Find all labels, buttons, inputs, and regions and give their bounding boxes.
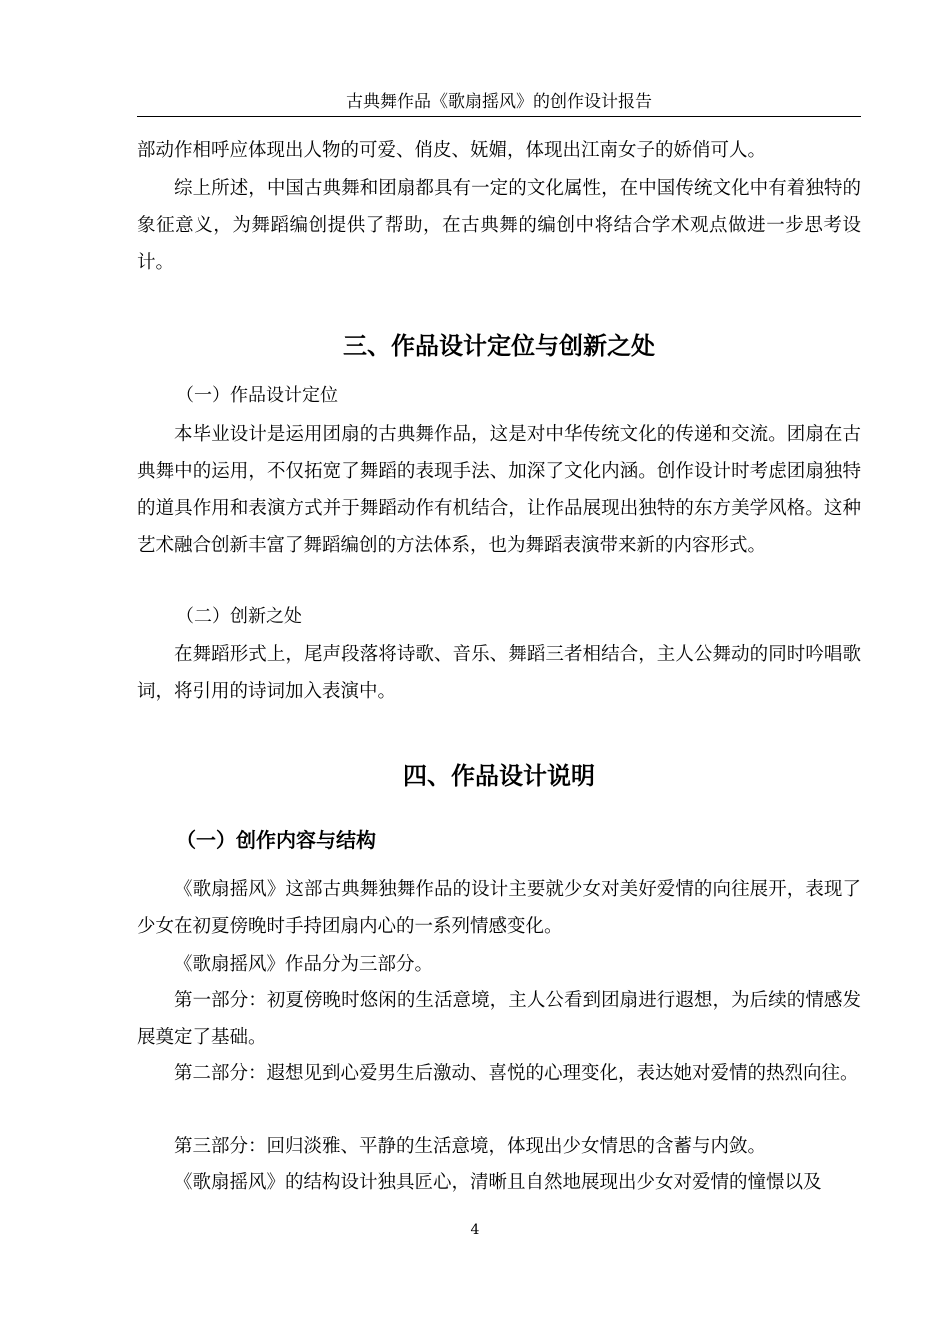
paragraph-5: 《歌扇摇风》这部古典舞独舞作品的设计主要就少女对美好爱情的向往展开，表现了少女在初夏傍晚时手持团扇内心的一系列情感变化。 bbox=[137, 879, 861, 937]
paragraph-9: 第三部分：回归淡雅、平静的生活意境，体现出少女情思的含蓄与内敛。 bbox=[174, 1136, 767, 1157]
paragraph-3: 本毕业设计是运用团扇的古典舞作品，这是对中华传统文化的传递和交流。团扇在古典舞中的运用，不仅拓宽了舞蹈的表现手法、加深了文化内涵。创作设计时考虑团扇独特的道具作用和表演方式并于舞蹈动作有机结合，让作品展现出独特的东方美学风格。这种艺术融合创新丰富了舞蹈编创的方法体系，也为舞蹈表演带来新的内容形式。 bbox=[137, 424, 861, 556]
paragraph-10: 《歌扇摇风》的结构设计独具匠心，清晰且自然地展现出少女对爱情的憧憬以及 bbox=[174, 1172, 822, 1193]
paragraph-8: 第二部分：遐想见到心爱男生后激动、喜悦的心理变化，表达她对爱情的热烈向往。 bbox=[174, 1063, 859, 1084]
paragraph-4: 在舞蹈形式上，尾声段落将诗歌、音乐、舞蹈三者相结合，主人公舞动的同时吟唱歌词，将引用的诗词加入表演中。 bbox=[137, 644, 861, 702]
paragraph-1: 部动作相呼应体现出人物的可爱、俏皮、妩媚，体现出江南女子的娇俏可人。 bbox=[137, 140, 767, 161]
running-header bbox=[137, 88, 861, 117]
paragraph-6: 《歌扇摇风》作品分为三部分。 bbox=[174, 954, 434, 975]
section-3-title: 三、作品设计定位与创新之处 bbox=[343, 332, 655, 360]
paragraph-2: 综上所述，中国古典舞和团扇都具有一定的文化属性，在中国传统文化中有着独特的象征意义，为舞蹈编创提供了帮助，在古典舞的编创中将结合学术观点做进一步思考设计。 bbox=[137, 178, 861, 273]
header-title: 古典舞作品《歌扇摇风》的创作设计报告 bbox=[346, 92, 652, 112]
page-number: 4 bbox=[470, 1222, 480, 1238]
subsection-1-title: （一）作品设计定位 bbox=[176, 385, 338, 406]
section-4-title: 四、作品设计说明 bbox=[403, 762, 595, 790]
subsection-2-title: （二）创新之处 bbox=[176, 606, 302, 627]
subsection-3-title: （一）创作内容与结构 bbox=[176, 828, 376, 852]
paragraph-7: 第一部分：初夏傍晚时悠闲的生活意境，主人公看到团扇进行遐想，为后续的情感发展奠定了基础。 bbox=[137, 990, 861, 1048]
